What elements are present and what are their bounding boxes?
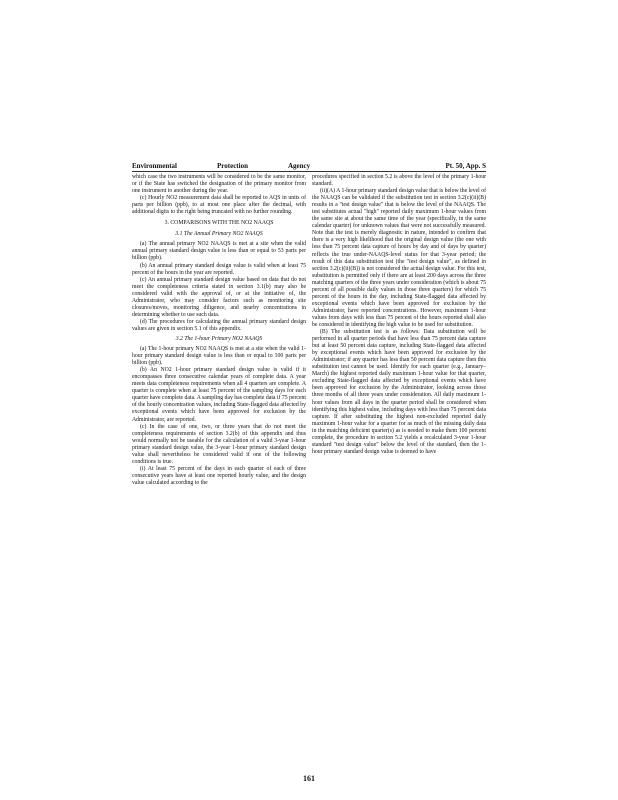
- left-column: [132, 174, 306, 487]
- agency-word-1: Environmental: [132, 162, 177, 170]
- agency-word-2: Protection: [217, 162, 248, 170]
- part-reference: Pt. 50, App. S: [445, 162, 486, 170]
- paragraph: which case the two instruments will be considered to be the same monitor, or if the State has switched the designation of the primary monitor from one instrument to another during the year.: [132, 174, 306, 195]
- header-rule: [132, 171, 486, 172]
- paragraph: procedures specified in section 5.2 is above the level of the primary 1-hour standard.: [312, 174, 486, 188]
- page-number: 161: [303, 774, 315, 783]
- right-column: [312, 174, 486, 456]
- paragraph: (a) The 1-hour primary NO2 NAAQS is met at a site when the valid 1-hour primary standard design value is less than or equal to 100 parts per billion (ppb).: [132, 346, 306, 367]
- paragraph: (c) Hourly NO2 measurement data shall be reported to AQS in units of parts per billion (ppb), to at most one place after the decimal, with additional digits to the right being truncated with no further rounding.: [132, 195, 306, 216]
- paragraph: (a) The annual primary NO2 NAAQS is met at a site when the valid annual primary standard design value is less than or equal to 53 parts per billion (ppb).: [132, 241, 306, 262]
- agency-word-3: Agency: [287, 162, 311, 170]
- section-heading: 3. COMPARISONS WITH THE NO2 NAAQS: [164, 220, 274, 227]
- subsection-heading: 3.1 The Annual Primary NO2 NAAQS: [175, 231, 263, 238]
- paragraph: (d) The procedures for calculating the annual primary standard design values are given in section 5.1 of this appendix.: [132, 318, 306, 332]
- paragraph: (c) An annual primary standard design value based on data that do not meet the completeness criteria stated in section 3.1(b) may also be considered valid with the approval of, or at the initiative of, the Administrator, who may consider factors such as monitoring site closures/moves, monitoring diligence, and nearby concentrations in determining whether to use such data.: [132, 276, 306, 318]
- paragraph: (i) At least 75 percent of the days in each quarter of each of three consecutive years have at least one reported hourly value, and the design value calculated according to the: [132, 465, 306, 486]
- subsection-heading: 3.2 The 1-hour Primary NO2 NAAQS: [175, 335, 263, 342]
- paragraph: (b) An NO2 1-hour primary standard design value is valid if it encompasses three consecutive calendar years of complete data. A year meets data completeness requirements when all 4 quarters are complete. A quarter is complete when at least 75 percent of the sampling days for each quarter have complete data. A sampling day has complete data if 75 percent of the hourly concentration values, including State-flagged data affected by exceptional events which have been approved for exclusion by the Administrator, are reported.: [132, 367, 306, 423]
- paragraph: (ii)(A) A 1-hour primary standard design value that is below the level of the NAAQS can be validated if the substitution test in section 3.2(c)(ii)(B) results in a "test design value" that is below the level of the NAAQS. The test substitutes actual "high" reported daily maximum 1-hour values from the same site at about the same time of the year (specifically, in the same calendar quarter) for unknown values that were not successfully measured. Note that the test is merely diagnostic in nature, intended to confirm that there is a very high likelihood that the original design value (the one with less than 75 percent data capture of hours by day and of days by quarter) reflects the true under-NAAQS-level status for that 3-year period; the result of this data substitution test (the "test design value", as defined in section 3.2(c)(ii)(B)) is not considered the actual design value. For this test, substitution is permitted only if there are at least 200 days across the three matching quarters of the three years under consideration (which is about 75 percent of all possible daily values in those three quarters) for which 75 percent of the hours in the day, including State-flagged data affected by exceptional events which have been approved for exclusion by the Administrator, have reported concentrations. However, maximum 1-hour values from days with less than 75 percent of the hours reported shall also be considered in identifying the high value to be used for substitution.: [312, 188, 486, 328]
- paragraph: (B) The substitution test is as follows: Data substitution will be performed in all quarter periods that have less than 75 percent data capture but at least 50 percent data capture, including State-flagged data affected by exceptional events which have been approved for exclusion by the Administrator; if any quarter has less than 50 percent data capture then this substitution test cannot be used. Identify for each quarter (e.g., January–March) the highest reported daily maximum 1-hour value for that quarter, excluding State-flagged data affected by exceptional events which have been approved for exclusion by the Administrator, looking across those three months of all three years under consideration. All daily maximum 1-hour values from all days in the quarter period shall be considered when identifying this highest value, including days with less than 75 percent data capture. If after substituting the highest non-excluded reported daily maximum 1-hour value for a quarter for as much of the missing daily data in the matching deficient quarter(s) as is needed to make them 100 percent complete, the procedure in section 5.2 yields a recalculated 3-year 1-hour standard "test design value" below the level of the standard, then the 1-hour primary standard design value is deemed to have: [312, 329, 486, 455]
- paragraph: (c) In the case of one, two, or three years that do not meet the completeness requirements of section 3.2(b) of this appendix and thus would normally not be useable for the calculation of a valid 3-year 1-hour primary standard design value, the 3-year 1-hour primary standard design value shall nevertheless be considered valid if one of the following conditions is true.: [132, 423, 306, 465]
- running-header: [132, 158, 486, 170]
- paragraph: (b) An annual primary standard design value is valid when at least 75 percent of the hours in the year are reported.: [132, 262, 306, 276]
- agency-name: [132, 162, 310, 170]
